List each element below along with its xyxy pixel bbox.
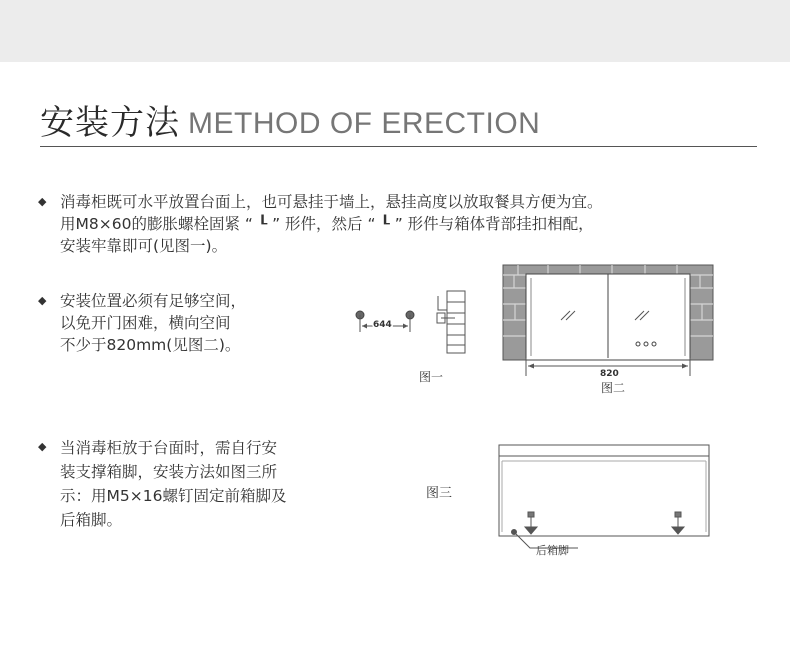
fig1-caption: 图一: [419, 370, 444, 384]
diamond-bullet-icon: ◆: [38, 440, 47, 453]
instruction-2-line-1: 安装位置必须有足够空间，: [60, 292, 247, 310]
fig2-caption: 图二: [601, 381, 626, 395]
fig1-dimension-label: 644: [373, 320, 392, 330]
figure-3-diagram: [499, 445, 709, 548]
instruction-3-line-2: 装支撑箱脚，安装方法如图三所: [60, 463, 278, 481]
instruction-1-line-1: 消毒柜既可水平放置台面上，也可悬挂于墙上，悬挂高度以放取餐具方便为宜。: [60, 193, 603, 211]
fig3-caption: 图三: [426, 486, 453, 501]
instruction-1-line-2: 用M8×60的膨胀螺栓固紧 “ ┖ ” 形件，然后 “ ┖ ” 形件与箱体背部挂扣相配，: [60, 215, 594, 233]
fig3-rear-foot-label: 后箱脚: [536, 544, 569, 557]
l-bracket-icon: [438, 296, 447, 310]
instruction-1-line-3: 安装牢靠即可(见图一)。: [60, 237, 228, 255]
fig2-dimension-label: 820: [600, 369, 619, 379]
diamond-bullet-icon: ◆: [38, 195, 47, 208]
instruction-2-line-3: 不少于820mm(见图二)。: [60, 336, 241, 354]
figure-2-diagram: [503, 265, 713, 376]
title-chinese: 安装方法: [40, 103, 180, 143]
instruction-3-line-1: 当消毒柜放于台面时，需自行安: [60, 439, 278, 457]
instruction-3-line-4: 后箱脚。: [60, 511, 123, 529]
instruction-3-line-3: 示：用M5×16螺钉固定前箱脚及: [60, 487, 287, 505]
diamond-bullet-icon: ◆: [38, 294, 47, 307]
instruction-2-line-2: 以免开门困难，横向空间: [60, 314, 231, 332]
callout-dot-icon: [512, 530, 517, 535]
title-english: METHOD OF ERECTION: [188, 107, 541, 140]
